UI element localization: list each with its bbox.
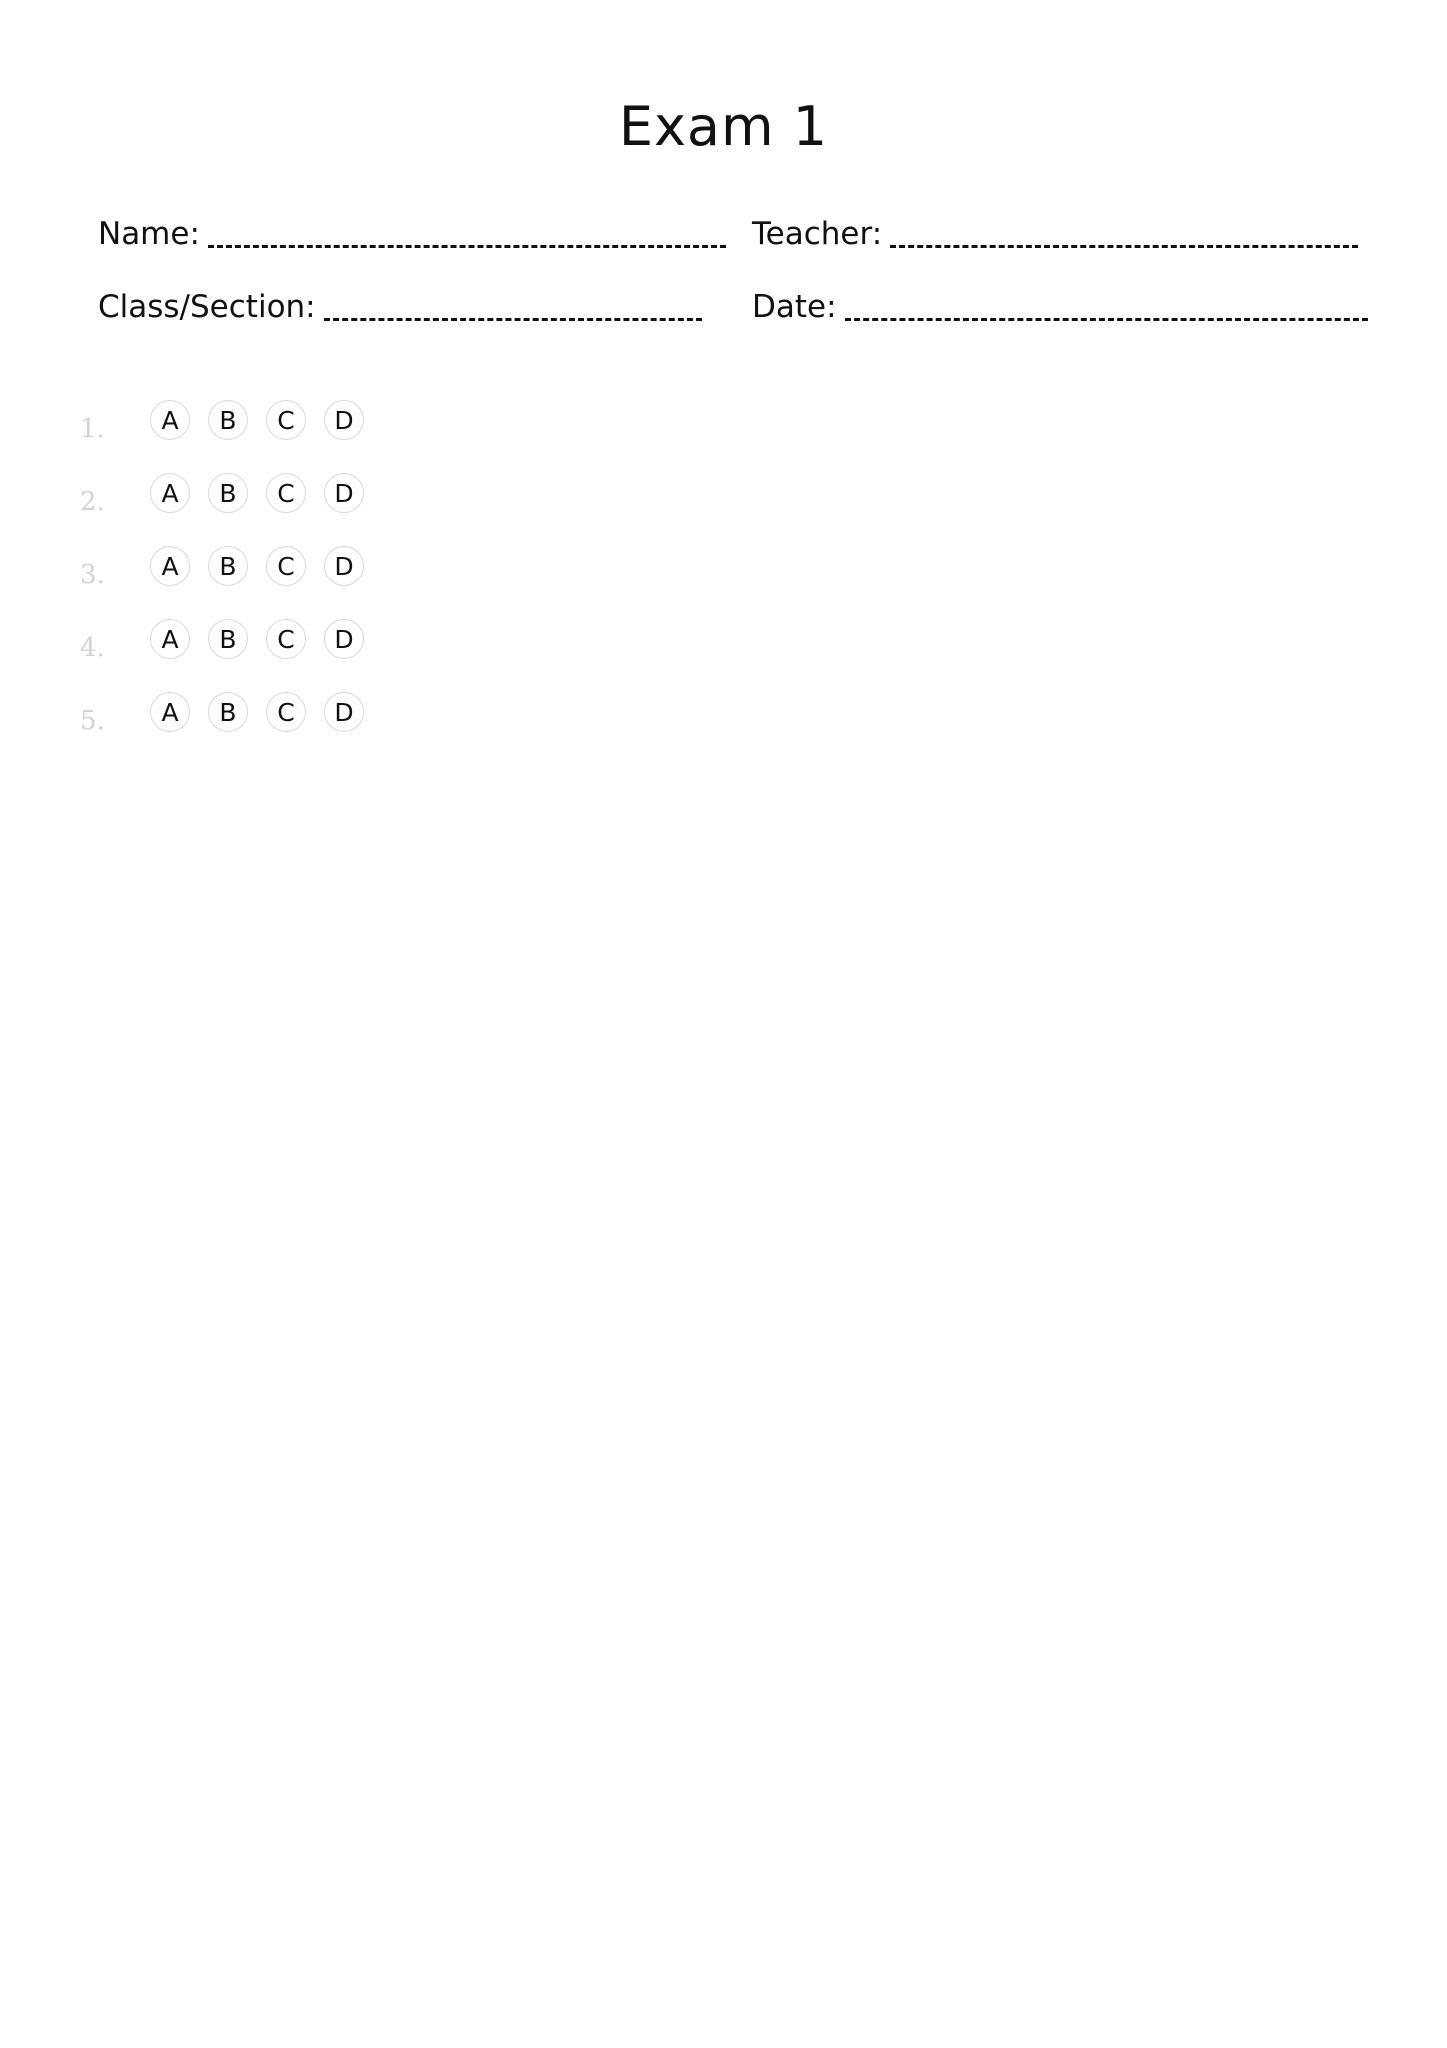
answer-bubble-b[interactable]: B [208,473,248,513]
answer-bubble-d[interactable]: D [324,400,364,440]
page-title: Exam 1 [618,95,829,158]
answer-bubble-a[interactable]: A [150,619,190,659]
answer-grid [80,398,400,763]
name-label: Name: [98,216,200,252]
answer-bubble-a[interactable]: A [150,473,190,513]
answer-bubble-c[interactable]: C [266,692,306,732]
date-blank-line[interactable] [845,318,1368,321]
class-section-blank-line[interactable] [324,318,702,321]
teacher-field[interactable] [752,214,1358,254]
question-number: 3. [80,560,105,590]
question-number: 2. [80,487,105,517]
answer-bubble-a[interactable]: A [150,692,190,732]
answer-bubble-d[interactable]: D [324,692,364,732]
answer-bubble-a[interactable]: A [150,546,190,586]
question-row [80,471,400,515]
answer-bubble-a[interactable]: A [150,400,190,440]
answer-bubble-c[interactable]: C [266,473,306,513]
answer-bubble-d[interactable]: D [324,546,364,586]
question-row [80,690,400,734]
answer-options [150,692,364,732]
question-number: 5. [80,706,105,736]
answer-bubble-b[interactable]: B [208,619,248,659]
teacher-blank-line[interactable] [890,245,1358,248]
question-row [80,617,400,661]
answer-bubble-b[interactable]: B [208,400,248,440]
answer-bubble-d[interactable]: D [324,619,364,659]
answer-bubble-c[interactable]: C [266,619,306,659]
answer-options [150,473,364,513]
question-row [80,544,400,588]
answer-bubble-b[interactable]: B [208,692,248,732]
question-number: 4. [80,633,105,663]
name-field[interactable] [98,214,726,254]
answer-options [150,619,364,659]
name-blank-line[interactable] [208,245,726,248]
date-field[interactable] [752,287,1368,327]
answer-bubble-b[interactable]: B [208,546,248,586]
question-number: 1. [80,414,105,444]
teacher-label: Teacher: [752,216,883,252]
date-label: Date: [752,289,837,325]
answer-options [150,546,364,586]
answer-bubble-d[interactable]: D [324,473,364,513]
answer-bubble-c[interactable]: C [266,400,306,440]
question-row [80,398,400,442]
answer-options [150,400,364,440]
class-section-field[interactable] [98,287,702,327]
answer-bubble-c[interactable]: C [266,546,306,586]
class-section-label: Class/Section: [98,289,316,325]
